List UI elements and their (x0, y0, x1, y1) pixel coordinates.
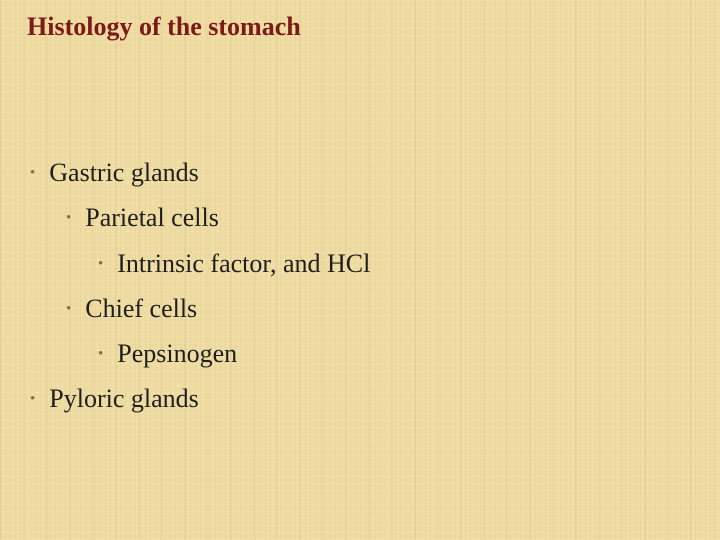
bullet-item-pepsinogen (98, 339, 237, 371)
bullet-icon: • (66, 210, 72, 227)
bullet-text: Chief cells (85, 294, 198, 323)
bullet-text: Pepsinogen (117, 339, 238, 368)
bullet-icon: • (30, 391, 36, 408)
bullet-item-chief-cells (66, 294, 197, 326)
bullet-text: Pyloric glands (49, 384, 199, 413)
bullet-item-intrinsic-factor (98, 249, 370, 281)
bullet-icon: • (98, 256, 104, 273)
bullet-text: Intrinsic factor, and HCl (117, 249, 371, 278)
bullet-icon: • (66, 301, 72, 318)
bullet-item-gastric-glands (30, 158, 199, 190)
bullet-icon: • (30, 165, 36, 182)
bullet-item-pyloric-glands (30, 384, 199, 416)
slide-title: Histology of the stomach (27, 12, 301, 41)
bullet-item-parietal-cells (66, 203, 219, 235)
bullet-text: Gastric glands (49, 158, 199, 187)
bullet-icon: • (98, 346, 104, 363)
bullet-text: Parietal cells (85, 203, 219, 232)
